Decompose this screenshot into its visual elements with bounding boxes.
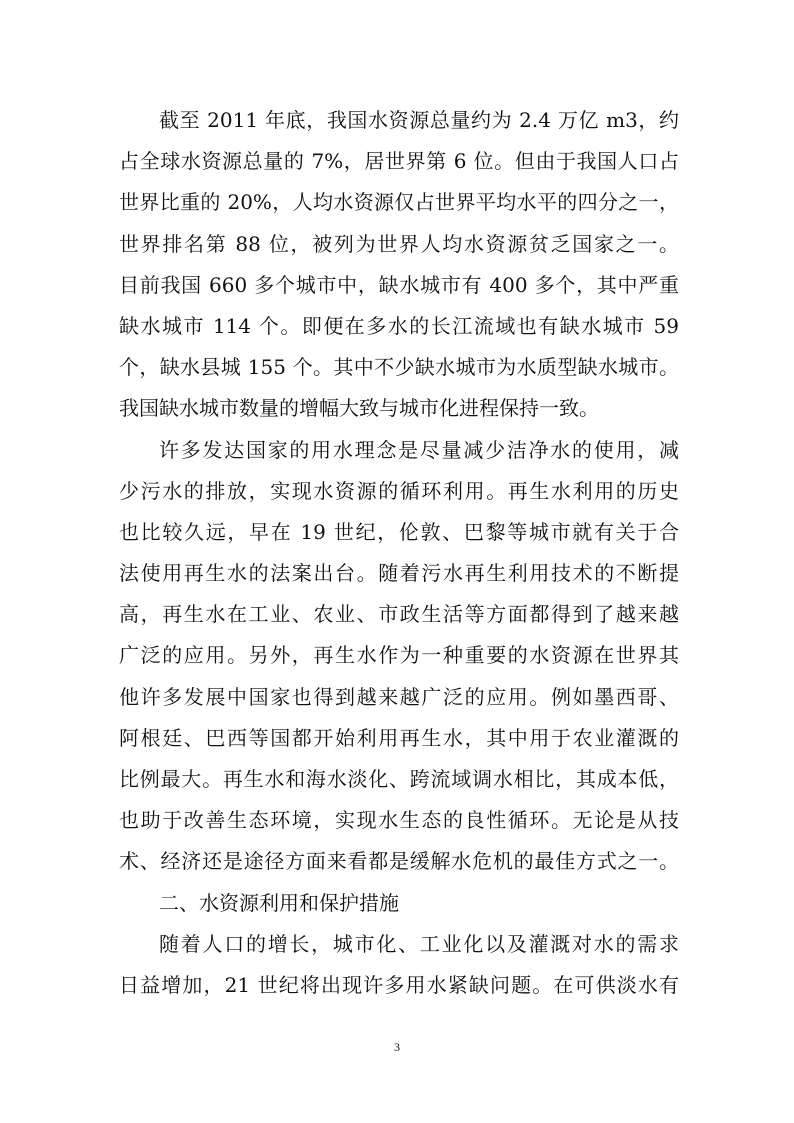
page-number: 3 <box>394 1040 400 1054</box>
paragraph-line: 随着人口的增长，城市化、工业化以及灌溉对水的需求 <box>159 931 679 956</box>
section-heading: 二、水资源利用和保护措施 <box>159 890 399 915</box>
paragraph-line: 目前我国 660 多个城市中，缺水城市有 400 多个，其中严重 <box>119 272 679 297</box>
paragraph-line: 许多发达国家的用水理念是尽量减少洁净水的使用，减 <box>159 437 679 462</box>
paragraph-line: 比例最大。再生水和海水淡化、跨流域调水相比，其成本低， <box>119 767 679 791</box>
paragraph-line: 缺水城市 114 个。即便在多水的长江流域也有缺水城市 59 <box>119 313 679 338</box>
paragraph-line: 占全球水资源总量的 7%，居世界第 6 位。但由于我国人口占 <box>119 149 679 174</box>
paragraph-line: 也比较久远，早在 19 世纪，伦敦、巴黎等城市就有关于合 <box>119 519 679 544</box>
body-text <box>119 100 679 1006</box>
paragraph-line: 世界排名第 88 位，被列为世界人均水资源贫乏国家之一。 <box>119 231 679 256</box>
paragraph-line: 截至 2011 年底，我国水资源总量约为 2.4 万亿 m3，约 <box>159 108 679 132</box>
paragraph-line: 他许多发展中国家也得到越来越广泛的应用。例如墨西哥、 <box>119 684 679 709</box>
paragraph-line: 少污水的排放，实现水资源的循环利用。再生水利用的历史 <box>119 478 679 503</box>
paragraph-line: 阿根廷、巴西等国都开始利用再生水，其中用于农业灌溉的 <box>119 725 679 750</box>
paragraph-line: 世界比重的 20%，人均水资源仅占世界平均水平的四分之一， <box>119 190 679 215</box>
paragraph-line: 法使用再生水的法案出台。随着污水再生利用技术的不断提 <box>119 561 679 586</box>
paragraph-line: 也助于改善生态环境，实现水生态的良性循环。无论是从技 <box>119 808 679 833</box>
paragraph-line: 个，缺水县城 155 个。其中不少缺水城市为水质型缺水城市。 <box>119 355 679 380</box>
paragraph-line: 高，再生水在工业、农业、市政生活等方面都得到了越来越 <box>119 602 679 627</box>
paragraph-line: 广泛的应用。另外，再生水作为一种重要的水资源在世界其 <box>119 643 679 668</box>
paragraph-line: 日益增加，21 世纪将出现许多用水紧缺问题。在可供淡水有 <box>119 972 679 997</box>
paragraph-line: 我国缺水城市数量的增幅大致与城市化进程保持一致。 <box>119 396 599 421</box>
paragraph-line: 术、经济还是途径方面来看都是缓解水危机的最佳方式之一。 <box>119 849 679 874</box>
